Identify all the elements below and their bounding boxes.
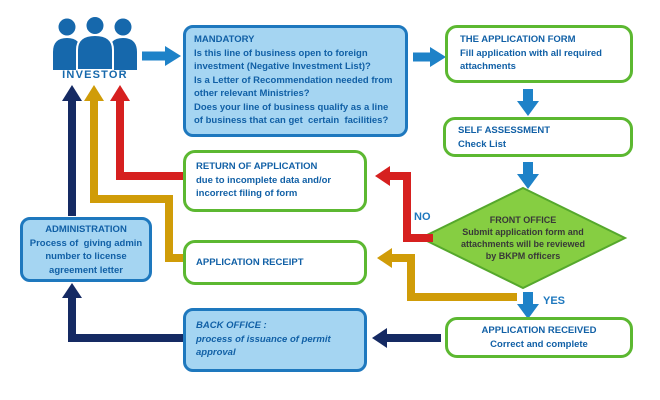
arrow-administration-to-investor <box>62 85 82 216</box>
yes-label: YES <box>543 295 566 307</box>
administration-box: ADMINISTRATION Process of giving admin number to license agreement letter <box>20 217 152 282</box>
application-received-box: APPLICATION RECEIVED Correct and complete <box>445 317 633 358</box>
administration-title: ADMINISTRATION <box>45 224 127 235</box>
front-office-text: FRONT OFFICE Submit application form and attachments will be reviewed by BKPM officers <box>428 214 618 262</box>
return-of-application-title: RETURN OF APPLICATION <box>196 161 318 172</box>
application-form-title: THE APPLICATION FORM <box>460 34 576 45</box>
mandatory-box: MANDATORY Is this line of business open to foreign investment (Negative Investment List)? Is a Letter of Recommendation needed from other relevant Ministries? Does your line of business qualify as a line of business that can get certain facilities? <box>183 25 408 137</box>
application-form-box: THE APPLICATION FORM Fill application with all required attachments <box>445 25 633 83</box>
arrow-yes-to-application-received <box>517 292 539 319</box>
self-assessment-box: SELF ASSESSMENT Check List <box>443 117 633 157</box>
back-office-title: BACK OFFICE : <box>196 320 267 331</box>
front-office-title: FRONT OFFICE <box>489 215 557 225</box>
application-received-title: APPLICATION RECEIVED <box>481 325 597 336</box>
no-label: NO <box>414 211 431 223</box>
application-receipt-box <box>183 240 367 285</box>
return-of-application-box: RETURN OF APPLICATION due to incomplete data and/or incorrect filing of form <box>183 150 367 212</box>
mandatory-title: MANDATORY <box>194 34 255 45</box>
arrow-received-to-back-office <box>372 328 441 348</box>
arrow-no-to-return-of-application <box>375 166 433 238</box>
application-receipt-title: APPLICATION RECEIPT <box>196 256 304 268</box>
arrow-investor-to-mandatory <box>142 46 181 66</box>
investor-label: INVESTOR <box>62 69 128 81</box>
arrow-form-to-self-assessment <box>517 89 539 116</box>
self-assessment-title: SELF ASSESSMENT <box>458 125 551 136</box>
arrow-self-assessment-to-front-office <box>517 162 539 189</box>
investor-people-icon <box>52 16 138 70</box>
arrow-return-to-investor <box>110 85 183 176</box>
arrow-mandatory-to-application-form <box>413 47 446 67</box>
arrow-back-office-to-administration <box>62 283 183 338</box>
back-office-box: BACK OFFICE : process of issuance of permit approval <box>183 308 367 372</box>
